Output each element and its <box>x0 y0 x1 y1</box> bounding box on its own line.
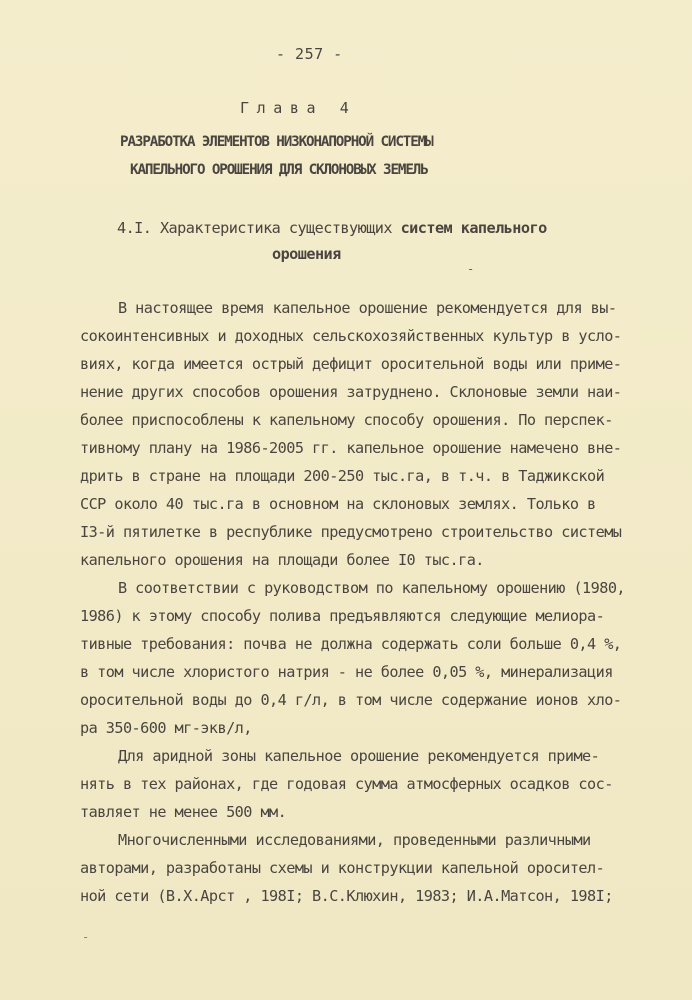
body-line: тивные требования: почва не должна содержать соли больше 0,4 %, <box>80 635 622 653</box>
page-number: - 257 - <box>276 45 343 63</box>
body-line: тивному плану на 1986-2005 гг. капельное орошение намечено вне- <box>80 439 622 457</box>
body-line: I3-й пятилетке в республике предусмотрено строительство системы <box>80 523 622 541</box>
body-line: тавляет не менее 500 мм. <box>80 803 287 821</box>
section-heading-bold-text: систем капельного <box>392 219 547 237</box>
body-line: 1986) к этому способу полива предъявляются следующие мелиора- <box>80 607 605 625</box>
chapter-title-line-2: КАПЕЛЬНОГО ОРОШЕНИЯ ДЛЯ СКЛОНОВЫХ ЗЕМЕЛЬ <box>130 162 428 178</box>
body-line: в том числе хлористого натрия - не более 0,05 %, минерализация <box>80 663 613 681</box>
body-line: оросительной воды до 0,4 г/л, в том числе содержание ионов хло- <box>80 691 622 709</box>
stray-dash-mark: - <box>467 262 475 276</box>
body-line: сокоинтенсивных и доходных сельскохозяйственных культур в усло- <box>80 327 622 345</box>
body-line: В настоящее время капельное орошение рекомендуется для вы- <box>118 299 617 317</box>
section-heading-line-1 <box>117 218 547 238</box>
chapter-title-line-1: РАЗРАБОТКА ЭЛЕМЕНТОВ НИЗКОНАПОРНОЙ СИСТЕМЫ <box>120 134 433 150</box>
body-line: авторами, разработаны схемы и конструкции капельной оросител- <box>80 859 605 877</box>
body-line: Многочисленными исследованиями, проведенными различными <box>118 831 591 849</box>
body-line: Для аридной зоны капельное орошение рекомендуется приме- <box>118 747 600 765</box>
body-line: капельного орошения на площади более I0 тыс.га. <box>80 551 484 569</box>
body-line: виях, когда имеется острый дефицит оросительной воды или приме- <box>80 355 622 373</box>
chapter-heading: Глава 4 <box>240 99 357 117</box>
body-line: В соответствии с руководством по капельному орошению (1980, <box>118 579 626 597</box>
section-heading-line-2: орошения <box>272 245 341 263</box>
body-line: дрить в стране на площади 200-250 тыс.га, в т.ч. в Таджикской <box>80 467 605 485</box>
body-line: более приспособлены к капельному способу орошения. По перспек- <box>80 411 613 429</box>
section-heading-text: 4.I. Характеристика существующих <box>117 219 392 237</box>
body-line: нение других способов орошения затруднено. Склоновые земли наи- <box>80 383 622 401</box>
body-line: ра 350-600 мг-экв/л, <box>80 719 252 737</box>
body-line: ной сети (В.Х.Арст , 198I; В.С.Клюхин, 1983; И.А.Матсон, 198I; <box>80 887 613 905</box>
margin-mark: - <box>82 930 90 944</box>
body-line: ССР около 40 тыс.га в основном на склоновых землях. Только в <box>80 495 596 513</box>
body-line: нять в тех районах, где годовая сумма атмосферных осадков сос- <box>80 775 613 793</box>
